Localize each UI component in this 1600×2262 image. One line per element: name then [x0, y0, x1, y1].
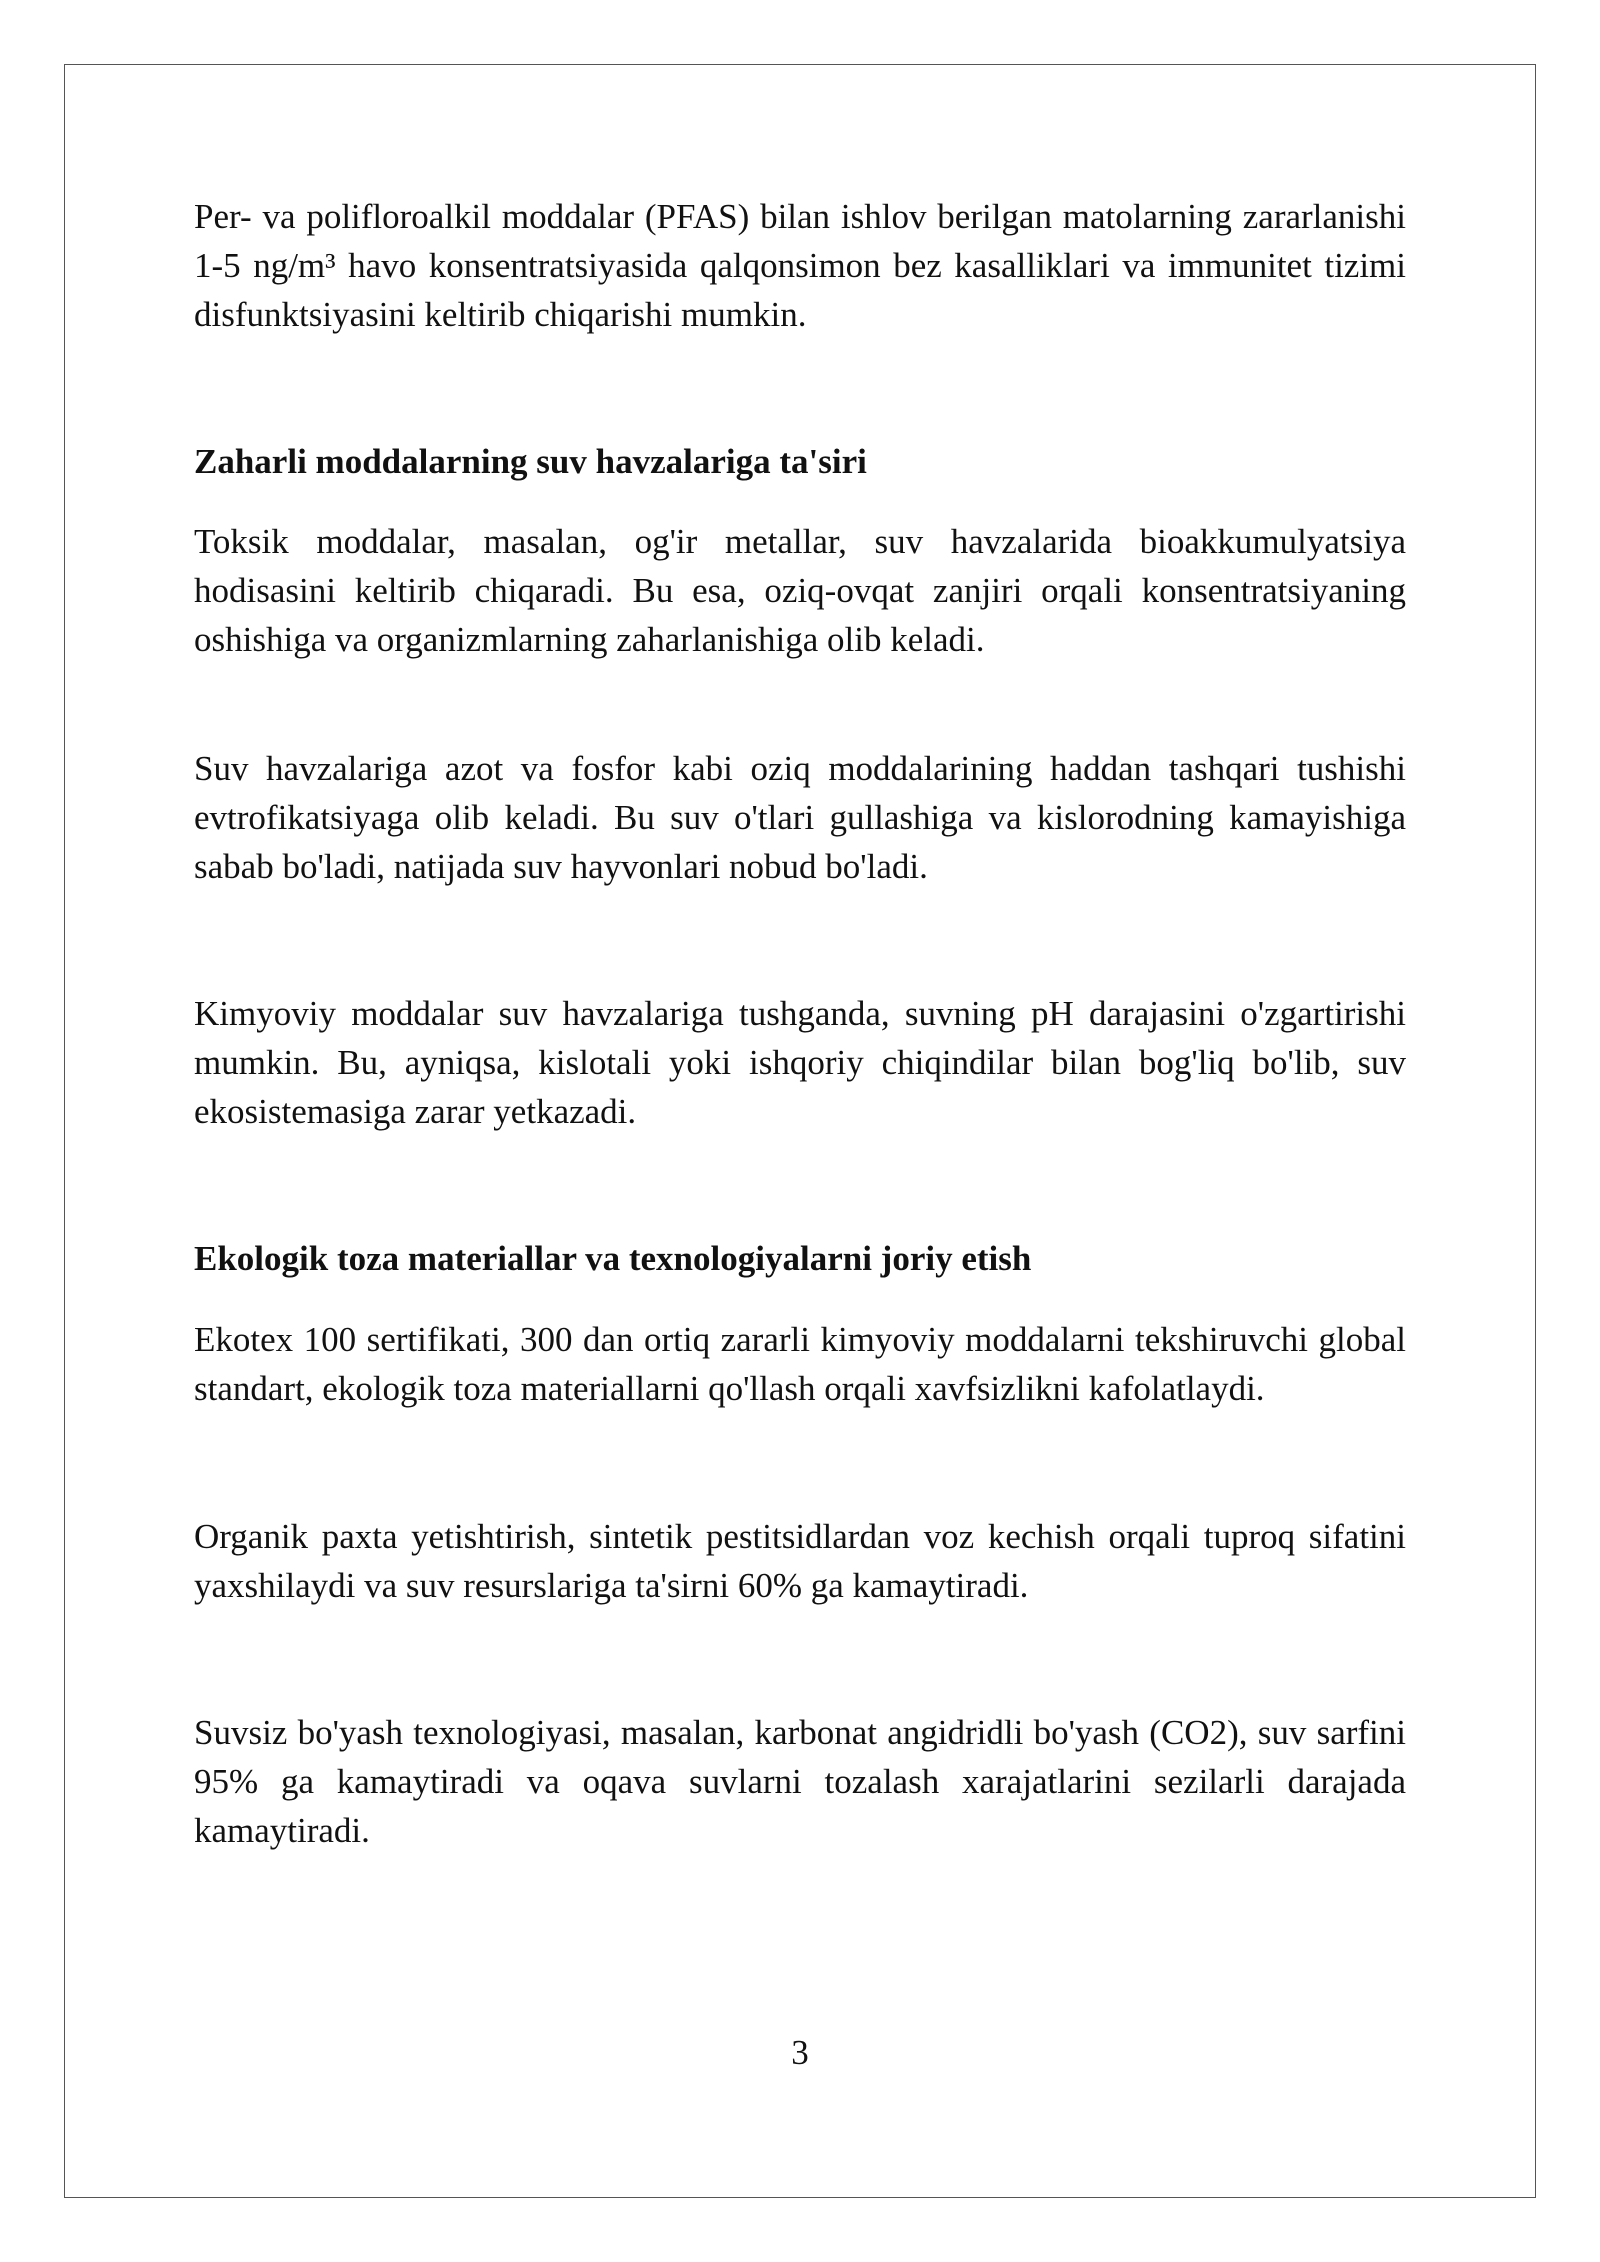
paragraph-ph-change: Kimyoviy moddalar suv havzalariga tushganda, suvning pH darajasini o'zgartirishi mumkin. Bu, ayniqsa, kislotali yoki ishqoriy chiqindilar bilan bog'liq bo'lib, suv ekosistemasiga zarar yetkazadi.: [194, 994, 1406, 1131]
paragraph-organic-cotton: Organik paxta yetishtirish, sintetik pestitsidlardan voz kechish orqali tuproq sifatini yaxshilaydi va suv resurslariga ta'sirni 60% ga kamaytiradi.: [194, 1517, 1406, 1605]
paragraph-pfas: Per- va polifloroalkil moddalar (PFAS) bilan ishlov berilgan matolarning zararlanishi 1-5 ng/m³ havo konsentratsiyasida qalqonsimon bez kasalliklari va immunitet tizimi disfunktsiyasini keltirib chiqarishi mumkin.: [194, 197, 1406, 334]
paragraph-toxic-metals: Toksik moddalar, masalan, og'ir metallar, suv havzalarida bioakkumulyatsiya hodisasini keltirib chiqaradi. Bu esa, oziq-ovqat zanjiri orqali konsentratsiyaning oshishiga va organizmlarning zaharlanishiga olib keladi.: [194, 522, 1406, 659]
heading-water-impact: Zaharli moddalarning suv havzalariga ta'siri: [194, 442, 867, 481]
paragraph-waterless-dyeing: Suvsiz bo'yash texnologiyasi, masalan, karbonat angidridli bo'yash (CO2), suv sarfini 95% ga kamaytiradi va oqava suvlarni tozalash xarajatlarini sezilarli darajada kamaytiradi.: [194, 1713, 1406, 1850]
page-number: 3: [791, 2033, 809, 2072]
heading-eco-materials: Ekologik toza materiallar va texnologiyalarni joriy etish: [194, 1239, 1032, 1278]
page-content: [194, 192, 1406, 1855]
paragraph-eutrophication: Suv havzalariga azot va fosfor kabi oziq moddalarining haddan tashqari tushishi evtrofikatsiyaga olib keladi. Bu suv o'tlari gullashiga va kislorodning kamayishiga sabab bo'ladi, natijada suv hayvonlari nobud bo'ladi.: [194, 749, 1406, 886]
paragraph-ekotex: Ekotex 100 sertifikati, 300 dan ortiq zararli kimyoviy moddalarni tekshiruvchi global standart, ekologik toza materiallarni qo'llash orqali xavfsizlikni kafolatlaydi.: [194, 1320, 1406, 1408]
